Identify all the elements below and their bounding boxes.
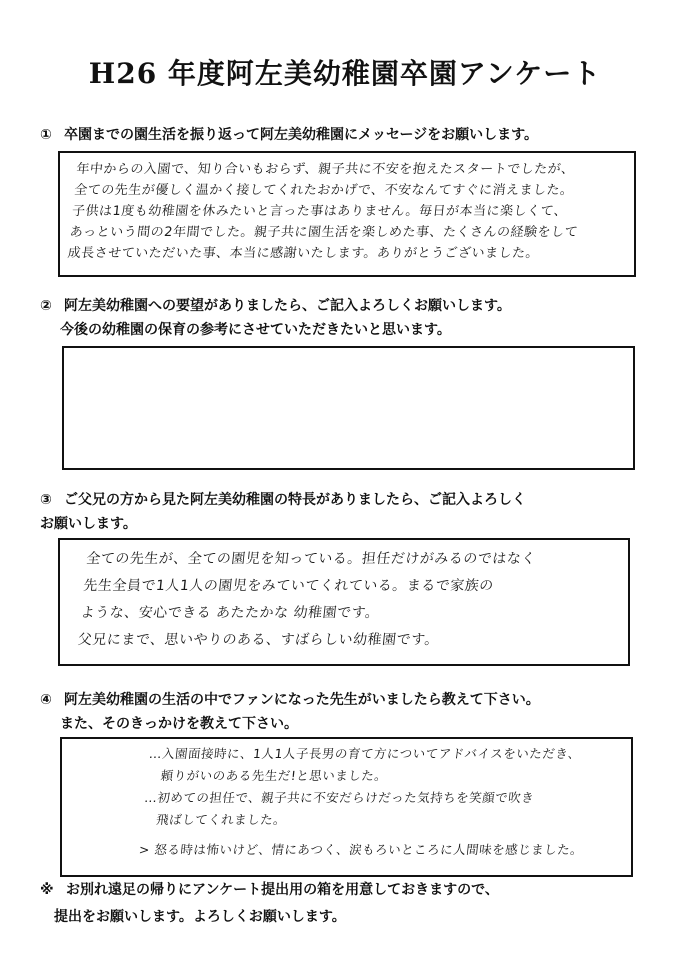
answer-box-1[interactable] [58, 151, 636, 277]
question-2-text: 阿左美幼稚園への要望がありましたら、ご記入よろしくお願いします。 [64, 298, 511, 314]
question-4-number: ④ [40, 692, 52, 708]
question-2 [40, 295, 511, 317]
footer-note-mark: ※ [40, 882, 54, 898]
answer-4-line: …入園面接時に、1人1人子長男の育て方についてアドバイスをいただき、 [148, 746, 582, 761]
answer-3-text [76, 546, 537, 654]
question-3-text: ご父兄の方から見た阿左美幼稚園の特長がありましたら、ご記入よろしく [64, 492, 526, 508]
answer-1-line: あっという間の2年間でした。親子共に園生活を楽しめた事、たくさんの経験をして [69, 225, 579, 240]
question-2-number: ② [40, 298, 52, 314]
answer-1-line: 年中からの入園で、知り合いもおらず、親子共に不安を抱えたスタートでしたが、 [75, 162, 576, 177]
answer-4-line: 飛ばしてくれました。 [155, 812, 287, 827]
answer-1-line: 成長させていただいた事、本当に感謝いたします。ありがとうございました。 [66, 246, 540, 261]
answer-1-line: 子供は1度も幼稚園を休みたいと言った事はありません。毎日が本当に楽しくて、 [71, 204, 569, 219]
answer-3-line: 先生全員で1人1人の園児をみていてくれている。まるで家族の [82, 578, 495, 594]
question-4-sub: また、そのきっかけを教えて下さい。 [60, 716, 298, 732]
footer-note-line-1: お別れ遠足の帰りにアンケート提出用の箱を用意しておきますので、 [66, 882, 499, 898]
question-3 [40, 489, 526, 511]
page-title: H26 年度阿左美幼稚園卒園アンケート [88, 57, 602, 90]
answer-4-text [138, 743, 595, 861]
answer-4-line: > 怒る時は怖いけど、情にあつく、涙もろいところに人間味を感じました。 [138, 842, 584, 857]
answer-box-3[interactable] [58, 538, 630, 666]
answer-4-line: 頼りがいのある先生だ!と思いました。 [159, 768, 389, 783]
question-2-sub: 今後の幼稚園の保育の参考にさせていただきたいと思います。 [60, 322, 451, 338]
footer-note [40, 879, 499, 901]
answer-3-line: 全ての先生が、全ての園児を知っている。担任だけがみるのではなく [85, 551, 537, 567]
question-1-number: ① [40, 127, 52, 143]
answer-3-line: ような、安心できる あたたかな 幼稚園です。 [79, 605, 381, 621]
answer-1-text [66, 159, 585, 264]
answer-box-4[interactable] [60, 737, 633, 877]
answer-box-2[interactable] [62, 346, 635, 470]
question-3-sub: お願いします。 [40, 516, 137, 532]
question-1 [40, 124, 538, 146]
answer-1-line: 全ての先生が優しく温かく接してくれたおかげで、不安なんてすぐに消えました。 [73, 183, 575, 198]
question-1-text: 卒園までの園生活を振り返って阿左美幼稚園にメッセージをお願いします。 [64, 127, 539, 143]
question-4-text: 阿左美幼稚園の生活の中でファンになった先生がいましたら教えて下さい。 [64, 692, 540, 708]
answer-4-line: …初めての担任で、親子共に不安だらけだった気持ちを笑顔で吹き [143, 790, 536, 805]
footer-note-line-2: 提出をお願いします。よろしくお願いします。 [54, 909, 346, 925]
answer-3-line: 父兄にまで、思いやりのある、すばらしい幼稚園です。 [76, 632, 440, 648]
question-4 [40, 689, 540, 711]
question-3-number: ③ [40, 492, 52, 508]
